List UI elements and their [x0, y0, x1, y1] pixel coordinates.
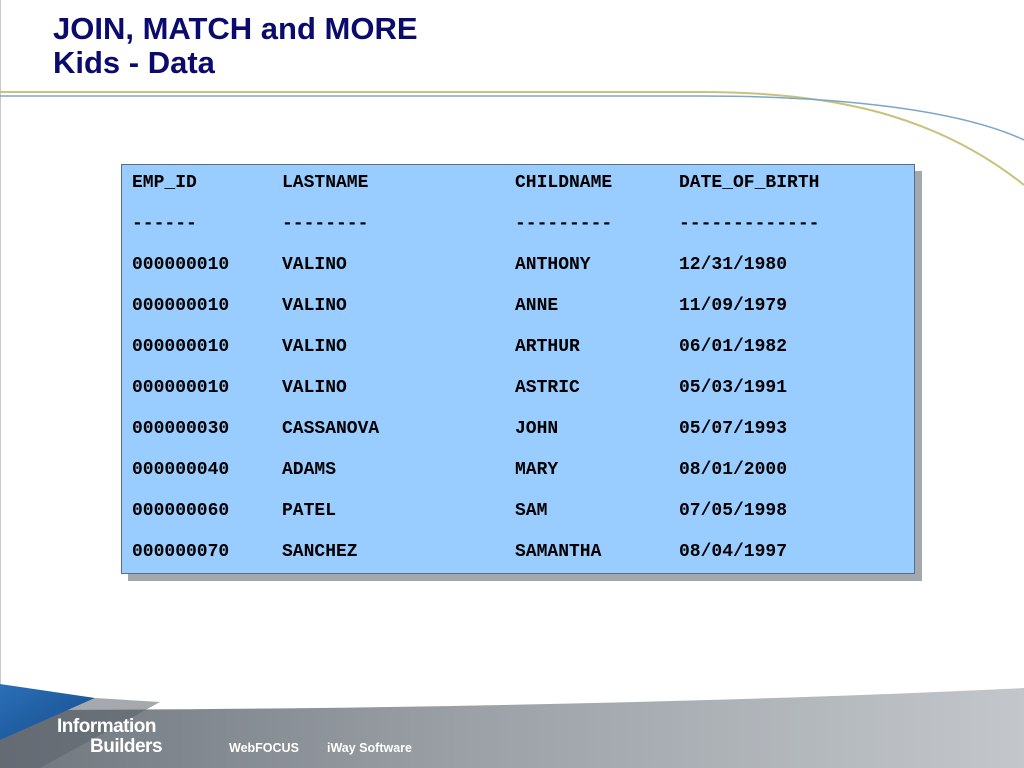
childname-cell: SAM	[515, 501, 548, 521]
header-row	[122, 171, 914, 195]
logo-information: Information	[57, 716, 156, 737]
product-webfocus: WebFOCUS	[229, 741, 299, 755]
header-lastname: LASTNAME	[282, 173, 369, 193]
emp-id-cell: 000000060	[132, 501, 230, 521]
emp-id-cell: 000000040	[132, 460, 230, 480]
childname-cell: ARTHUR	[515, 337, 580, 357]
header-date-of-birth: DATE_OF_BIRTH	[679, 173, 820, 193]
underline-row	[122, 212, 914, 236]
childname-cell: ANNE	[515, 296, 559, 316]
date-of-birth-cell: 08/01/2000	[679, 460, 788, 480]
lastname-cell: ADAMS	[282, 460, 337, 480]
table-row	[122, 335, 914, 359]
childname-cell: ASTRIC	[515, 378, 580, 398]
table-row	[122, 458, 914, 482]
date-of-birth-cell: 05/03/1991	[679, 378, 788, 398]
date-of-birth-cell: 11/09/1979	[679, 296, 788, 316]
data-listing	[121, 164, 915, 574]
table-row	[122, 499, 914, 523]
date-of-birth-cell: 06/01/1982	[679, 337, 788, 357]
table-row	[122, 294, 914, 318]
childname-cell: ANTHONY	[515, 255, 591, 275]
emp-id-cell: 000000010	[132, 337, 230, 357]
header-childname: CHILDNAME	[515, 173, 613, 193]
date-of-birth-cell: 07/05/1998	[679, 501, 788, 521]
lastname-cell: VALINO	[282, 255, 347, 275]
childname-cell: JOHN	[515, 419, 559, 439]
table-row	[122, 417, 914, 441]
header-emp-id: EMP_ID	[132, 173, 197, 193]
title-line-2: Kids - Data	[53, 45, 215, 80]
table-row	[122, 540, 914, 564]
date-of-birth-cell: 08/04/1997	[679, 542, 788, 562]
header-swoosh-blue	[700, 96, 1024, 140]
emp-id-cell: 000000030	[132, 419, 230, 439]
childname-cell: MARY	[515, 460, 559, 480]
title-line-1: JOIN, MATCH and MORE	[53, 11, 418, 46]
emp-id-cell: 000000010	[132, 296, 230, 316]
lastname-cell: SANCHEZ	[282, 542, 358, 562]
product-iway-software: iWay Software	[327, 741, 412, 755]
lastname-cell: VALINO	[282, 296, 347, 316]
childname-cell: SAMANTHA	[515, 542, 602, 562]
underline-date-of-birth: -------------	[679, 214, 820, 234]
underline-emp-id: ------	[132, 214, 197, 234]
date-of-birth-cell: 05/07/1993	[679, 419, 788, 439]
lastname-cell: VALINO	[282, 337, 347, 357]
emp-id-cell: 000000010	[132, 255, 230, 275]
lastname-cell: PATEL	[282, 501, 337, 521]
table-row	[122, 253, 914, 277]
lastname-cell: VALINO	[282, 378, 347, 398]
underline-lastname: --------	[282, 214, 369, 234]
logo-builders: Builders	[90, 736, 163, 757]
emp-id-cell: 000000010	[132, 378, 230, 398]
table-row	[122, 376, 914, 400]
underline-childname: ---------	[515, 214, 613, 234]
lastname-cell: CASSANOVA	[282, 419, 380, 439]
emp-id-cell: 000000070	[132, 542, 230, 562]
slide-title	[53, 12, 418, 80]
date-of-birth-cell: 12/31/1980	[679, 255, 788, 275]
